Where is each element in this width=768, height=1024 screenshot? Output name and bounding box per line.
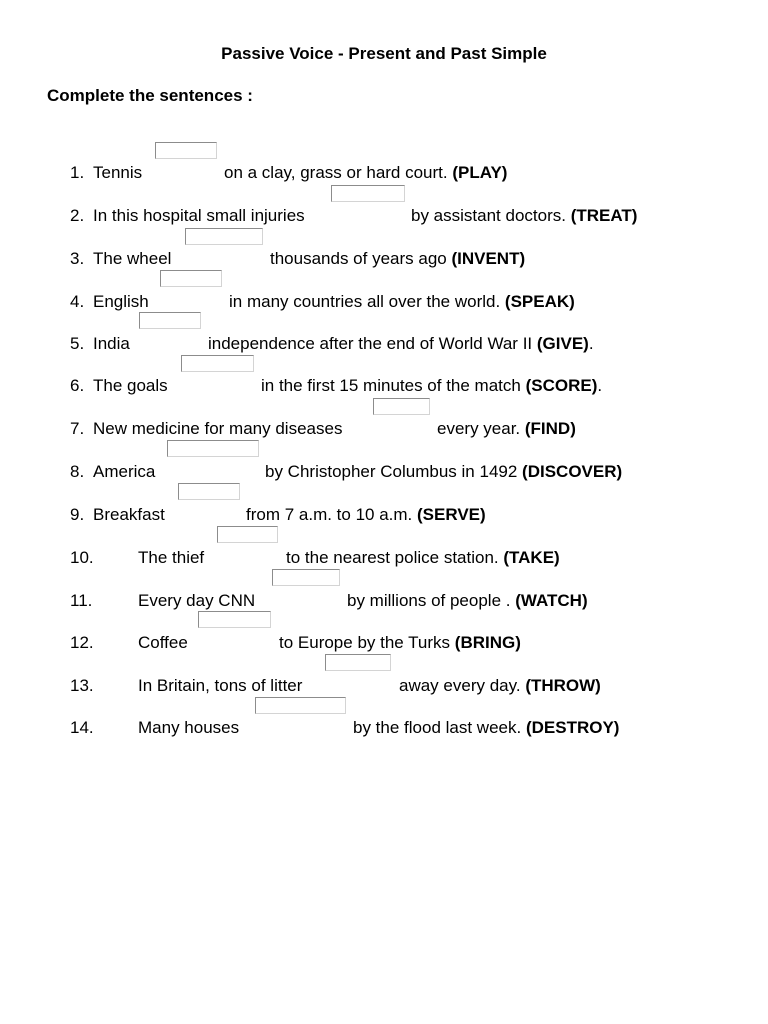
- page-title: Passive Voice - Present and Past Simple: [221, 44, 547, 63]
- answer-field-2[interactable]: [331, 185, 405, 202]
- sentence-start: In Britain, tons of litter: [138, 676, 303, 695]
- item-number: 2.: [70, 206, 85, 225]
- verb-hint: (WATCH): [515, 591, 588, 610]
- verb-hint: (DISCOVER): [522, 462, 623, 481]
- answer-field-3[interactable]: [185, 228, 263, 245]
- instruction-heading: Complete the sentences :: [47, 86, 253, 105]
- answer-field-12[interactable]: [198, 611, 271, 628]
- verb-hint: (THROW): [525, 676, 601, 695]
- item-number: 9.: [70, 505, 85, 524]
- verb-hint: (DESTROY): [525, 718, 620, 737]
- item-number: 11.: [70, 591, 93, 610]
- sentence-start: The goals: [93, 376, 168, 395]
- sentence-end: by the flood last week. (DESTROY): [353, 718, 620, 737]
- item-number: 8.: [70, 462, 85, 481]
- sentence-start: America: [93, 462, 156, 481]
- item-number: 13.: [70, 676, 94, 695]
- sentence-end: by assistant doctors. (TREAT): [411, 206, 638, 225]
- verb-hint: (FIND): [524, 419, 576, 438]
- sentence-end: away every day. (THROW): [399, 676, 601, 695]
- sentence-end: to the nearest police station. (TAKE): [286, 548, 560, 567]
- sentence-end: in the first 15 minutes of the match (SCORE).: [261, 376, 603, 395]
- sentence-end: in many countries all over the world. (SPEAK): [229, 292, 575, 311]
- verb-hint: (BRING): [454, 633, 521, 652]
- item-number: 10.: [70, 548, 94, 567]
- item-number: 1.: [70, 163, 85, 182]
- answer-field-9[interactable]: [178, 483, 240, 500]
- answer-field-8[interactable]: [167, 440, 259, 457]
- item-number: 14.: [70, 718, 94, 737]
- verb-hint: (PLAY): [452, 163, 508, 182]
- sentence-start: Many houses: [138, 718, 240, 737]
- answer-field-1[interactable]: [155, 142, 217, 159]
- sentence-start: Coffee: [138, 633, 188, 652]
- sentence-end: thousands of years ago (INVENT): [270, 249, 526, 268]
- sentence-start: English: [93, 292, 149, 311]
- sentence-start: Breakfast: [93, 505, 165, 524]
- sentence-end: every year. (FIND): [437, 419, 576, 438]
- verb-hint: (SPEAK): [504, 292, 575, 311]
- sentence-start: India: [93, 334, 130, 353]
- sentence-start: The wheel: [93, 249, 172, 268]
- answer-field-6[interactable]: [181, 355, 254, 372]
- item-number: 4.: [70, 292, 85, 311]
- verb-hint: (GIVE): [536, 334, 589, 353]
- sentence-end: by millions of people . (WATCH): [347, 591, 588, 610]
- verb-hint: (SCORE): [525, 376, 598, 395]
- sentence-end: to Europe by the Turks (BRING): [279, 633, 521, 652]
- answer-field-4[interactable]: [160, 270, 222, 287]
- sentence-end: independence after the end of World War II (GIVE).: [208, 334, 594, 353]
- sentence-end: by Christopher Columbus in 1492 (DISCOVER): [265, 462, 623, 481]
- item-number: 3.: [70, 249, 85, 268]
- answer-field-11[interactable]: [272, 569, 340, 586]
- answer-field-7[interactable]: [373, 398, 430, 415]
- answer-field-14[interactable]: [255, 697, 346, 714]
- sentence-start: In this hospital small injuries: [93, 206, 305, 225]
- verb-hint: (INVENT): [451, 249, 526, 268]
- sentence-start: The thief: [138, 548, 205, 567]
- item-number: 5.: [70, 334, 85, 353]
- verb-hint: (TREAT): [570, 206, 638, 225]
- sentence-start: New medicine for many diseases: [93, 419, 343, 438]
- answer-field-5[interactable]: [139, 312, 201, 329]
- verb-hint: (SERVE): [417, 505, 486, 524]
- answer-field-10[interactable]: [217, 526, 278, 543]
- item-number: 7.: [70, 419, 85, 438]
- sentence-end: from 7 a.m. to 10 a.m. (SERVE): [246, 505, 486, 524]
- sentence-start: Every day CNN: [138, 591, 256, 610]
- verb-hint: (TAKE): [503, 548, 560, 567]
- item-number: 12.: [70, 633, 94, 652]
- answer-field-13[interactable]: [325, 654, 391, 671]
- sentence-start: Tennis: [93, 163, 143, 182]
- item-number: 6.: [70, 376, 85, 395]
- sentence-end: on a clay, grass or hard court. (PLAY): [224, 163, 508, 182]
